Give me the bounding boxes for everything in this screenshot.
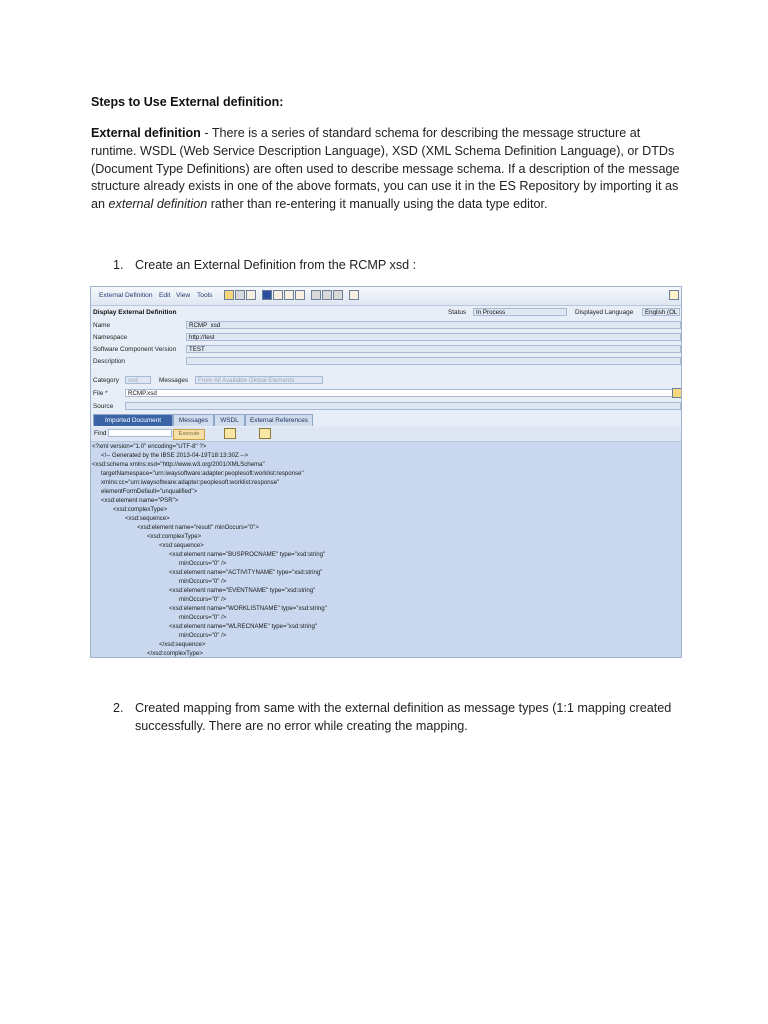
object-title-bar xyxy=(91,307,681,319)
tab-imported-document[interactable]: Imported Document xyxy=(93,414,173,426)
xml-line: <xsd:sequence> xyxy=(159,542,204,549)
info-icon[interactable] xyxy=(262,290,272,300)
intro-paragraph xyxy=(91,125,681,214)
tab-wsdl[interactable]: WSDL xyxy=(214,414,245,426)
xml-line: <xsd:element name="PSR"> xyxy=(101,497,179,504)
execute-button[interactable]: Execute xyxy=(173,429,205,440)
swcv-field[interactable]: TEST xyxy=(186,345,681,353)
xml-line: elementFormDefault="unqualified"> xyxy=(101,488,198,495)
object-title: Display External Definition xyxy=(93,309,177,316)
namespace-label: Namespace xyxy=(93,334,128,341)
name-label: Name xyxy=(93,322,111,329)
person-icon[interactable] xyxy=(349,290,359,300)
xml-line: </xsd:complexType> xyxy=(147,650,203,657)
intro-term-italic: external definition xyxy=(108,197,208,212)
find-bar xyxy=(91,427,681,442)
menu-tools[interactable]: Tools xyxy=(197,292,213,299)
xml-line: <xsd:element name="result" minOccurs="0"> xyxy=(137,524,259,531)
print-icon[interactable] xyxy=(311,290,321,300)
xml-line: targetNamespace="urn:iwaysoftware:adapter:peoplesoft:worklist:response" xyxy=(101,470,304,477)
copy-icon[interactable] xyxy=(246,290,256,300)
step-text: Create an External Definition from the RCMP xsd : xyxy=(135,258,417,272)
tab-messages[interactable]: Messages xyxy=(173,414,214,426)
source-field[interactable] xyxy=(125,402,681,410)
language-field[interactable]: English (OL xyxy=(642,308,680,316)
xml-line: <xsd:element name="ACTIVITYNAME" type="xsd:string" xyxy=(169,569,323,576)
xml-line: <xsd:element name="WORKLISTNAME" type="xsd:string" xyxy=(169,605,327,612)
xml-line: minOccurs="0" /> xyxy=(179,560,227,567)
description-label: Description xyxy=(93,358,125,365)
menu-external-definition[interactable]: External Definition xyxy=(99,292,153,299)
xml-line: <?xml version="1.0" encoding="UTF-8" ?> xyxy=(92,443,207,450)
category-dropdown[interactable]: xsd xyxy=(125,376,151,384)
xml-line: <xsd:element name="WLRECNAME" type="xsd:string" xyxy=(169,623,318,630)
xml-line: minOccurs="0" /> xyxy=(179,596,227,603)
layout-icon[interactable] xyxy=(322,290,332,300)
namespace-field[interactable]: http://test xyxy=(186,333,681,341)
xml-line: <xsd:complexType> xyxy=(147,533,202,540)
language-label: Displayed Language xyxy=(575,309,634,316)
find-all-icon[interactable] xyxy=(259,428,271,439)
source-label: Source xyxy=(93,403,114,410)
where-used-icon[interactable] xyxy=(273,290,283,300)
name-field[interactable]: RCMP_xsd xyxy=(186,321,681,329)
xml-line: <xsd:schema xmlns:xsd="http://www.w3.org/2001/XMLSchema" xyxy=(92,461,265,468)
messages-dropdown[interactable]: From All Available Global Elements xyxy=(195,376,323,384)
find-input[interactable] xyxy=(108,429,172,437)
xml-line: xmlns:cc="urn:iwaysoftware:adapter:peoplesoft:worklist:response" xyxy=(101,479,280,486)
compare-icon[interactable] xyxy=(284,290,294,300)
xml-line: </xsd:sequence> xyxy=(159,641,206,648)
step-number: 2. xyxy=(113,701,124,715)
file-field[interactable]: RCMP.xsd xyxy=(125,389,673,397)
status-field: In Process xyxy=(473,308,567,316)
xml-line: minOccurs="0" /> xyxy=(179,632,227,639)
tab-strip xyxy=(91,414,681,426)
find-next-icon[interactable] xyxy=(224,428,236,439)
sap-screenshot xyxy=(90,286,682,658)
file-label: File * xyxy=(93,390,108,397)
history-icon[interactable] xyxy=(295,290,305,300)
intro-text-2: rather than re-entering it manually using the data type editor. xyxy=(207,197,548,212)
find-label: Find xyxy=(94,430,107,437)
menu-bar xyxy=(91,287,681,306)
messages-label: Messages xyxy=(159,377,189,384)
document-heading: Steps to Use External definition: xyxy=(91,95,284,109)
browse-file-icon[interactable] xyxy=(672,388,682,398)
menu-view[interactable]: View xyxy=(176,292,191,299)
xml-viewer[interactable] xyxy=(91,442,681,657)
intro-text-1: - There is a series of standard schema for describing the message structure at runtime. WSDL (Web Service Description Language), XSD (XML Schema Definition Language), or DTDs (Document Type Definitions) are often used to describe message schema. If a description of the message structure already exists in one of the above formats, you can use it in the ES Repository by importing it as an xyxy=(91,126,680,212)
xml-line: <xsd:complexType> xyxy=(113,506,168,513)
favorite-icon[interactable] xyxy=(669,290,679,300)
step-text: Created mapping from same with the external definition as message types (1:1 mapping created successfully. There are no error while creating the mapping. xyxy=(135,701,672,733)
display-icon[interactable] xyxy=(235,290,245,300)
edit-icon[interactable] xyxy=(224,290,234,300)
xml-line: <xsd:element name="EVENTNAME" type="xsd:string" xyxy=(169,587,316,594)
xml-line: minOccurs="0" /> xyxy=(179,578,227,585)
category-label: Category xyxy=(93,377,119,384)
description-field[interactable] xyxy=(186,357,681,365)
xml-line: minOccurs="0" /> xyxy=(179,614,227,621)
intro-term: External definition xyxy=(91,126,201,140)
tab-external-references[interactable]: External References xyxy=(245,414,313,426)
xml-line: <!-- Generated by the IBSE 2013-04-19T18:13:30Z --> xyxy=(101,452,249,459)
menu-edit[interactable]: Edit xyxy=(159,292,171,299)
window-icon[interactable] xyxy=(333,290,343,300)
step-number: 1. xyxy=(113,258,124,272)
status-label: Status xyxy=(448,309,467,316)
swcv-label: Software Component Version xyxy=(93,346,177,353)
xml-line: <xsd:element name="BUSPROCNAME" type="xsd:string" xyxy=(169,551,326,558)
xml-line: <xsd:sequence> xyxy=(125,515,170,522)
